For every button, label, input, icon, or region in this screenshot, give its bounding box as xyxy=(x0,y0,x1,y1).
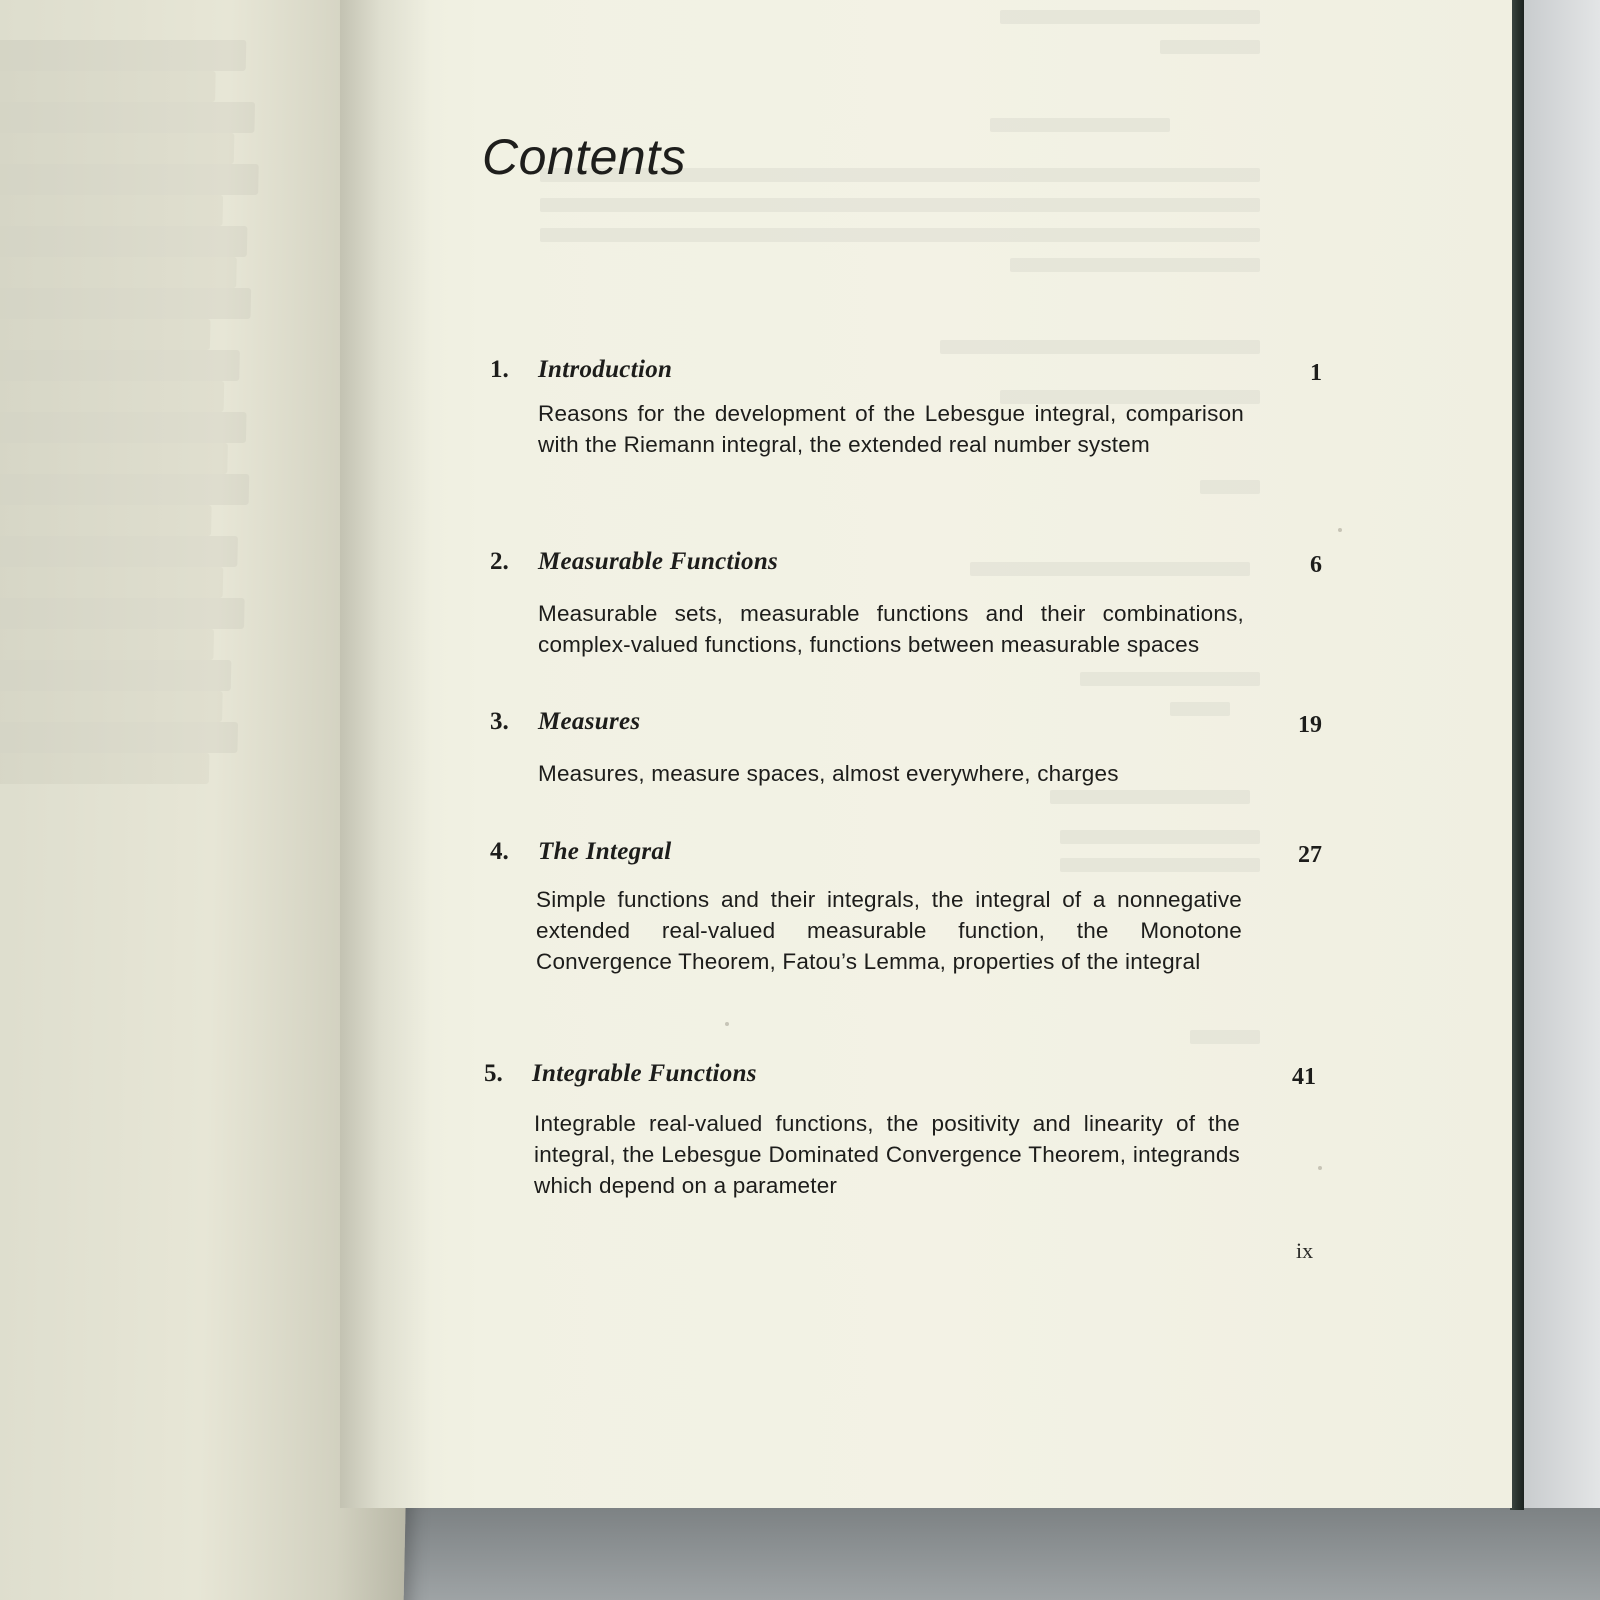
chapter-summary: Measurable sets, measurable functions and their combinations, complex-valued functions, functions between measurable spaces xyxy=(538,601,1244,657)
table-surface-bottom xyxy=(300,1508,1600,1600)
toc-entry xyxy=(470,1060,1316,1201)
chapter-summary: Simple functions and their integrals, the integral of a nonnegative extended real-valued measurable function, the Monotone Convergence Theorem, Fatou’s Lemma, properties of the integral xyxy=(536,887,1242,974)
chapter-title: Introduction xyxy=(538,356,673,383)
toc-entry-header xyxy=(476,838,1322,878)
chapter-summary: Measures, measure spaces, almost everywhere, charges xyxy=(538,761,1119,786)
toc-entry-header xyxy=(476,356,1322,396)
toc-entry xyxy=(476,548,1322,660)
toc-entry xyxy=(476,838,1322,977)
toc-entry xyxy=(476,356,1322,460)
table-surface-right xyxy=(1524,0,1600,1600)
chapter-title: The Integral xyxy=(538,838,672,865)
book-cover-edge xyxy=(1510,0,1524,1510)
toc-entry-header xyxy=(476,548,1322,588)
paper-speck xyxy=(1318,1166,1322,1170)
chapter-number: 4. xyxy=(490,838,509,865)
chapter-number: 1. xyxy=(490,356,509,383)
chapter-title: Measurable Functions xyxy=(538,548,779,575)
page-number: 1 xyxy=(1310,360,1322,386)
page-number: 41 xyxy=(1292,1064,1316,1090)
page-title: Contents xyxy=(482,129,687,185)
chapter-number: 5. xyxy=(484,1060,503,1087)
toc-entry xyxy=(476,708,1322,789)
chapter-number: 2. xyxy=(490,548,509,575)
page-number: 19 xyxy=(1298,712,1322,738)
chapter-number: 3. xyxy=(490,708,509,735)
chapter-title: Integrable Functions xyxy=(532,1060,757,1087)
toc-entry-header xyxy=(476,708,1322,748)
folio-page-number: ix xyxy=(1296,1238,1314,1263)
chapter-summary: Integrable real-valued functions, the positivity and linearity of the integral, the Lebesgue Dominated Convergence Theorem, integrands which depend on a parameter xyxy=(534,1111,1240,1198)
chapter-summary: Reasons for the development of the Lebesgue integral, comparison with the Riemann integral, the extended real number system xyxy=(538,401,1244,457)
paper-speck xyxy=(1338,528,1342,532)
page-number: 27 xyxy=(1298,842,1322,868)
facing-page-bleed-text xyxy=(0,40,286,784)
toc-entry-header xyxy=(470,1060,1316,1100)
paper-speck xyxy=(725,1022,729,1026)
page-number: 6 xyxy=(1310,552,1322,578)
chapter-title: Measures xyxy=(538,708,641,735)
gutter-shadow xyxy=(340,0,430,1508)
